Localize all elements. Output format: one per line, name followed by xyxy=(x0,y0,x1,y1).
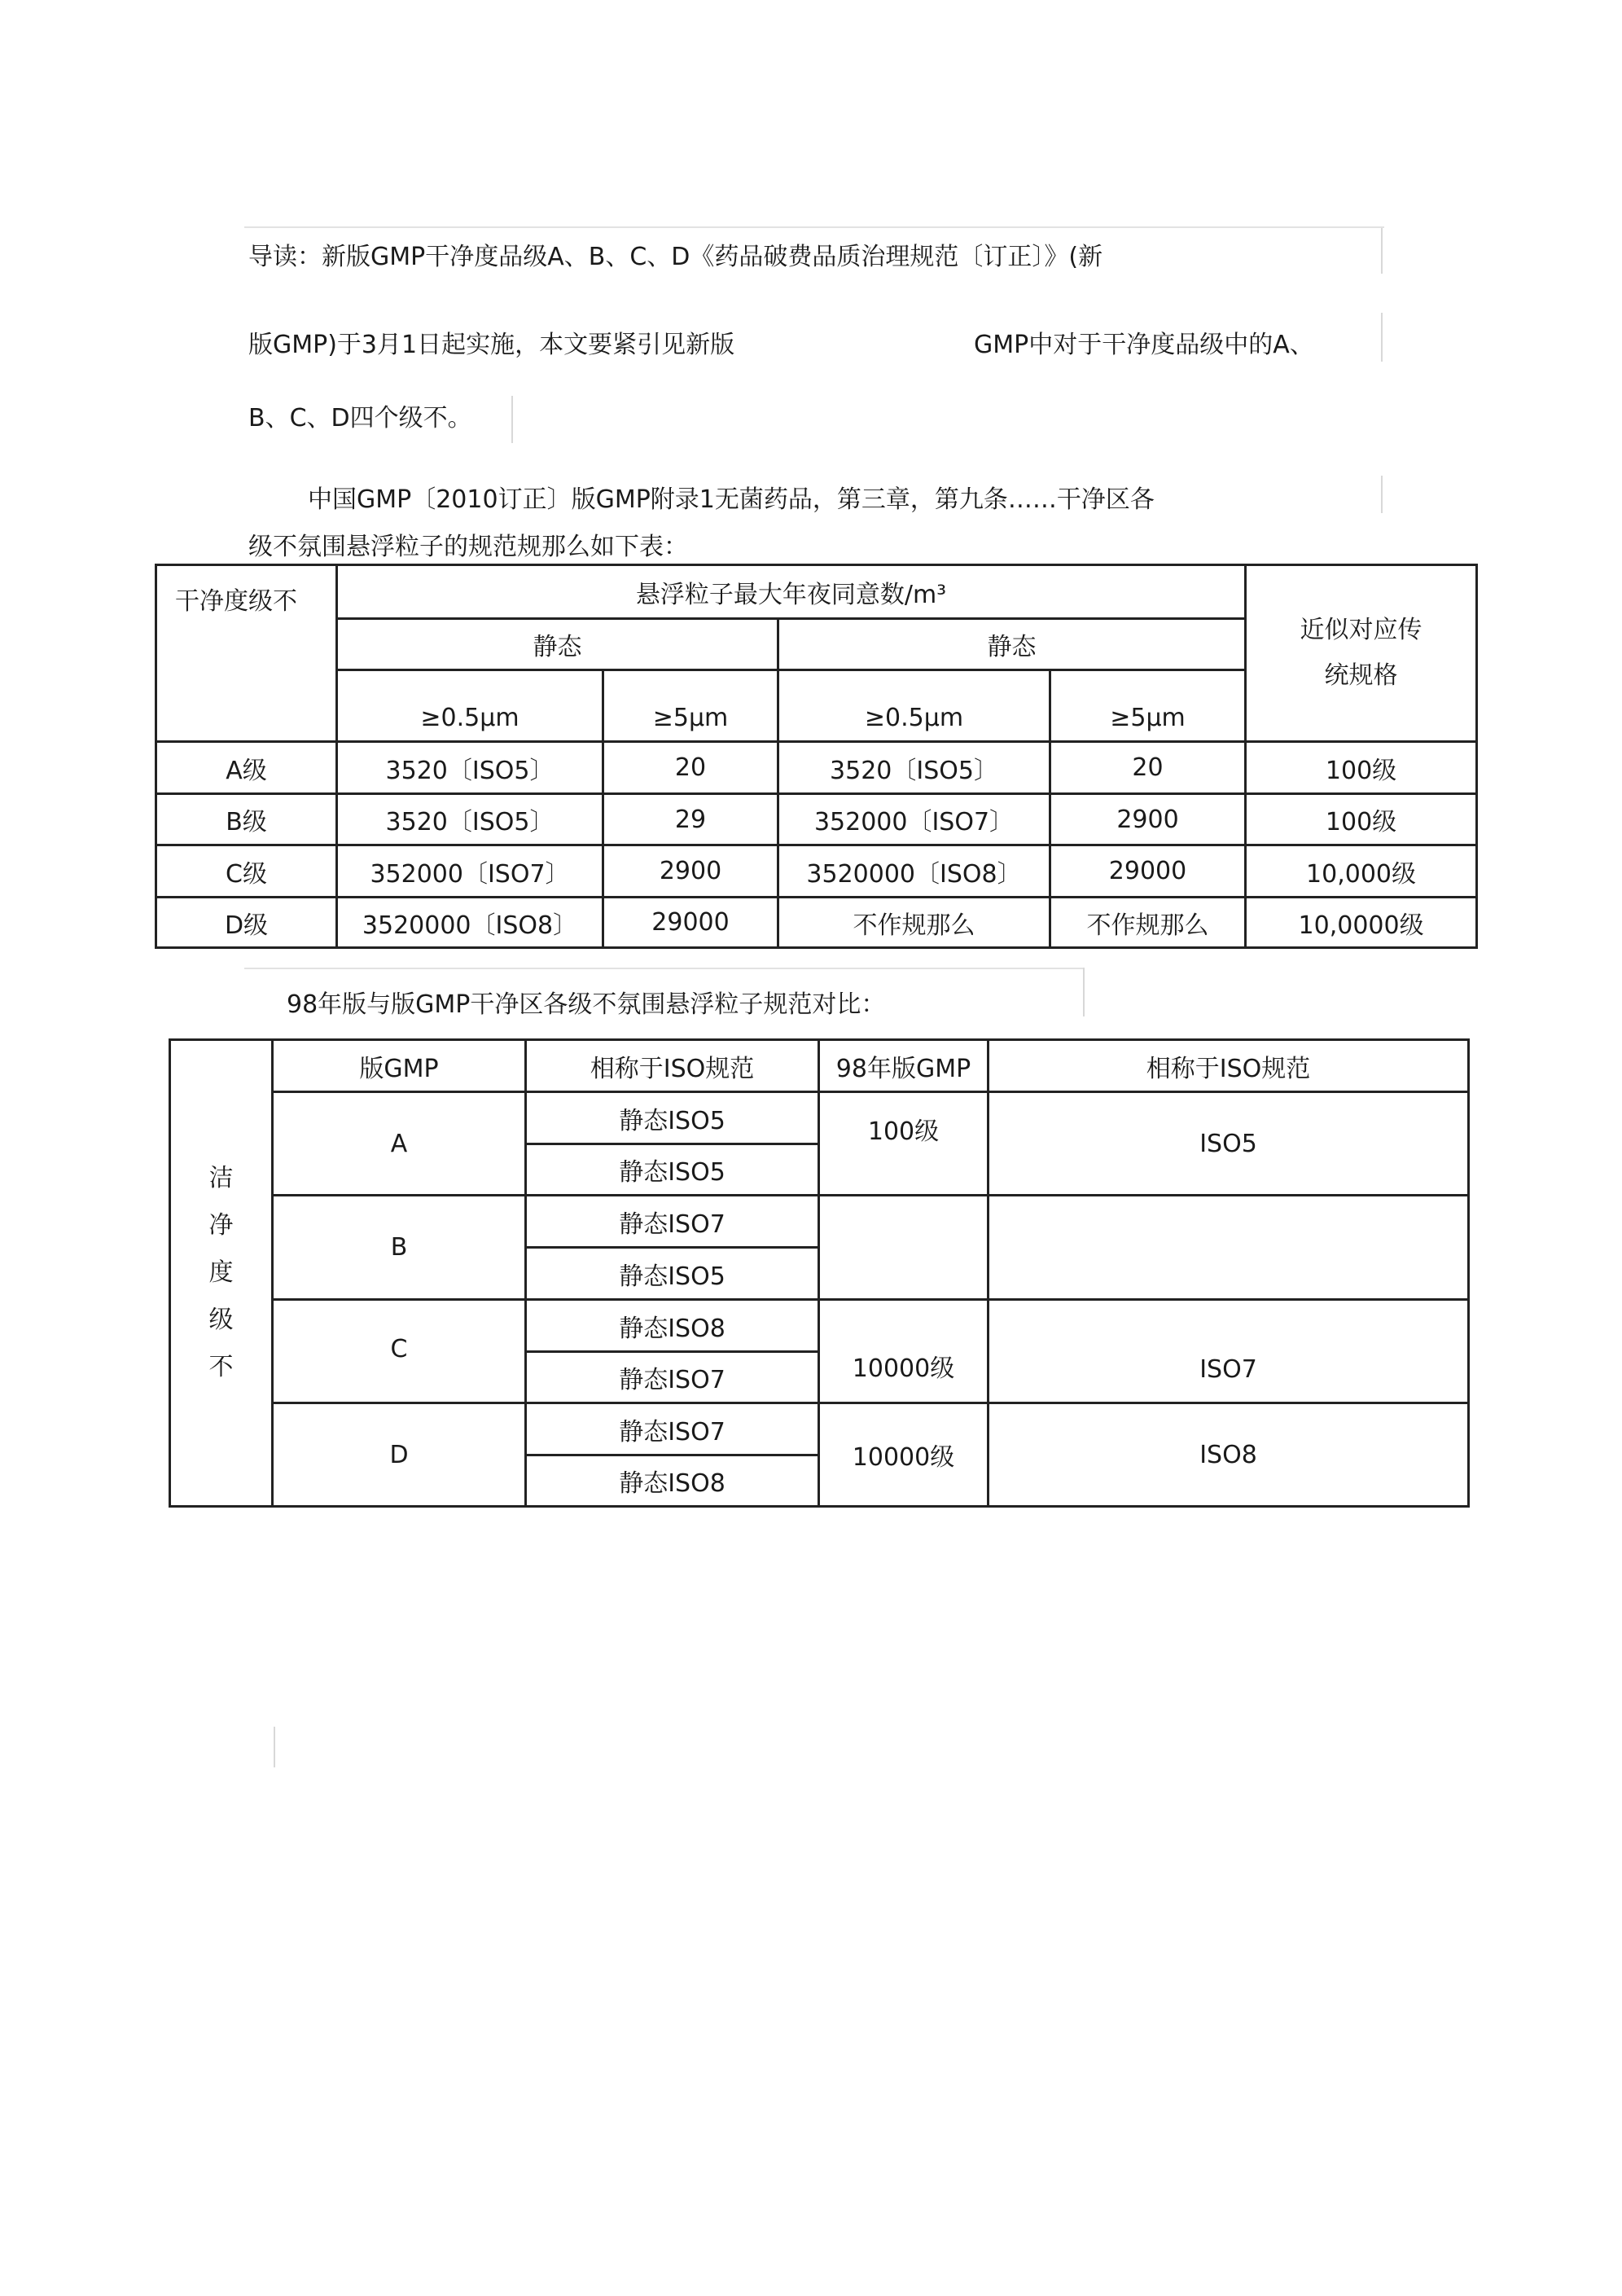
table-cell: 20 xyxy=(603,742,778,794)
subheader: ≥0.5μm xyxy=(337,670,603,742)
iso-cell: 静态ISO7 xyxy=(526,1403,819,1455)
table-cell: 2900 xyxy=(603,845,778,898)
grade-cell: A xyxy=(273,1092,526,1196)
side-label-text: 洁净度级不 xyxy=(208,1164,234,1381)
table-cell: 352000〔ISO7〕 xyxy=(778,794,1050,845)
intro-line-2b: GMP中对于干净度品级中的A、 xyxy=(974,331,1314,359)
old-gmp-cell: 10000级 xyxy=(819,1300,989,1403)
gmp-comparison-table xyxy=(169,1038,1470,1508)
iso-cell: 静态ISO5 xyxy=(526,1248,819,1300)
column-header: 版GMP xyxy=(273,1040,526,1092)
section1-line-1: 中国GMP〔2010订正〕版GMP附录1无菌药品，第三章，第九条……干净区各 xyxy=(308,485,1155,514)
header-static-2: 静态 xyxy=(778,619,1246,670)
table-cell: 10,0000级 xyxy=(1246,898,1477,948)
scan-artifact-line xyxy=(244,226,1384,228)
section2-line-1: 98年版与版GMP干净区各级不氛围悬浮粒子规范对比： xyxy=(287,990,886,1019)
grade-cell: B xyxy=(273,1196,526,1300)
table-cell: 3520000〔ISO8〕 xyxy=(778,845,1050,898)
table-row xyxy=(156,898,1477,948)
table-cell: 不作规那么 xyxy=(778,898,1050,948)
intro-line-2a: 版GMP)于3月1日起实施，本文要紧引见新版 xyxy=(248,331,735,359)
scan-artifact-line xyxy=(511,396,513,443)
scan-artifact-line xyxy=(1381,476,1383,513)
table-cell: A级 xyxy=(156,742,337,794)
header-traditional xyxy=(1246,565,1477,742)
section1-line-2: 级不氛围悬浮粒子的规范规那么如下表： xyxy=(248,533,688,561)
subheader: ≥0.5μm xyxy=(778,670,1050,742)
table-cell: 352000〔ISO7〕 xyxy=(337,845,603,898)
grade-cell: C xyxy=(273,1300,526,1403)
old-iso-cell xyxy=(989,1196,1469,1300)
table-cell: 2900 xyxy=(1050,794,1246,845)
scan-artifact-line xyxy=(244,968,1083,969)
subheader: ≥5μm xyxy=(1050,670,1246,742)
old-iso-cell: ISO8 xyxy=(989,1403,1469,1507)
iso-cell: 静态ISO5 xyxy=(526,1144,819,1196)
table-cell: 3520〔ISO5〕 xyxy=(337,794,603,845)
table-cell: 29000 xyxy=(1050,845,1246,898)
table-cell: 3520000〔ISO8〕 xyxy=(337,898,603,948)
table-cell: 100级 xyxy=(1246,742,1477,794)
scan-artifact-line xyxy=(1083,968,1085,1016)
header-grade: 干净度级不 xyxy=(156,565,337,742)
table-row xyxy=(156,845,1477,898)
iso-cell: 静态ISO7 xyxy=(526,1352,819,1403)
table-row xyxy=(156,794,1477,845)
iso-cell: 静态ISO8 xyxy=(526,1300,819,1352)
iso-cell: 静态ISO7 xyxy=(526,1196,819,1248)
intro-line-3: B、C、D四个级不。 xyxy=(248,404,472,432)
scan-artifact-line xyxy=(1381,313,1383,362)
header-particles: 悬浮粒子最大年夜同意数/m³ xyxy=(337,565,1246,619)
table-cell: B级 xyxy=(156,794,337,845)
table-cell: C级 xyxy=(156,845,337,898)
header-traditional-text: 近似对应传统规格 xyxy=(1300,616,1423,690)
old-gmp-cell: 100级 xyxy=(819,1092,989,1196)
subheader: ≥5μm xyxy=(603,670,778,742)
cleanliness-standards-table xyxy=(155,564,1478,949)
side-label xyxy=(170,1040,273,1507)
iso-cell: 静态ISO5 xyxy=(526,1092,819,1144)
table-cell: 20 xyxy=(1050,742,1246,794)
table-cell: D级 xyxy=(156,898,337,948)
scan-artifact-line xyxy=(274,1727,275,1767)
table-cell: 10,000级 xyxy=(1246,845,1477,898)
column-header: 相称于ISO规范 xyxy=(526,1040,819,1092)
intro-line-1: 导读：新版GMP干净度品级A、B、C、D《药品破费品质治理规范〔订正〕》(新 xyxy=(248,243,1103,271)
iso-cell: 静态ISO8 xyxy=(526,1455,819,1507)
table-cell: 3520〔ISO5〕 xyxy=(337,742,603,794)
table-cell: 不作规那么 xyxy=(1050,898,1246,948)
table-cell: 29 xyxy=(603,794,778,845)
header-static-1: 静态 xyxy=(337,619,778,670)
table-cell: 100级 xyxy=(1246,794,1477,845)
column-header: 98年版GMP xyxy=(819,1040,989,1092)
old-gmp-cell: 10000级 xyxy=(819,1403,989,1507)
grade-cell: D xyxy=(273,1403,526,1507)
old-iso-cell: ISO5 xyxy=(989,1092,1469,1196)
old-gmp-cell xyxy=(819,1196,989,1300)
scan-artifact-line xyxy=(1381,228,1383,274)
table-cell: 3520〔ISO5〕 xyxy=(778,742,1050,794)
table-cell: 29000 xyxy=(603,898,778,948)
table-row xyxy=(156,742,1477,794)
column-header: 相称于ISO规范 xyxy=(989,1040,1469,1092)
old-iso-cell: ISO7 xyxy=(989,1300,1469,1403)
